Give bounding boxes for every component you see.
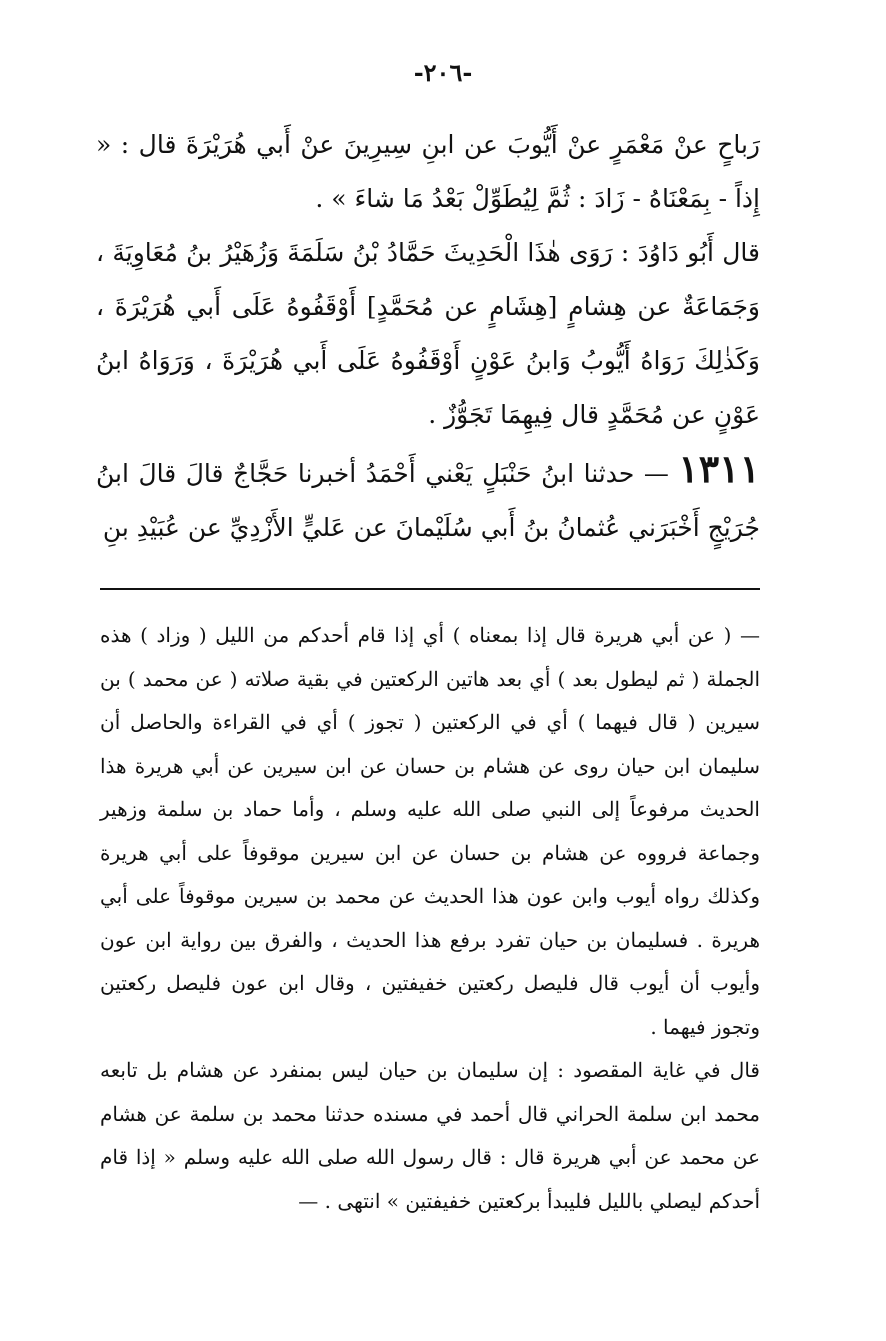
hadith-text-block (96, 118, 760, 555)
hadith-chain: — حدثنا ابنُ حَنْبَلٍ يَعْني أَحْمَدُ أخبرنا حَجَّاجٌ قالَ قالَ ابنُ جُرَيْجٍ أَخْبَرَني عُثمانُ بنُ أَبي سُلَيْمانَ عن عَليٍّ الأَزْدِيِّ عن عُبَيْدِ بنِ (96, 459, 760, 542)
commentary-paragraph-2: قال في غاية المقصود : إن سليمان بن حيان ليس بمنفرد عن هشام بل تابعه محمد ابن سلمة الحراني قال أحمد في مسنده حدثنا محمد بن سلمة عن هشام عن محمد عن أبي هريرة قال : قال رسول الله صلى الله عليه وسلم « إذا قام أحدكم ليصلي بالليل فليبدأ بركعتين خفيفتين » انتهى . — (100, 1058, 760, 1213)
footnote-divider (100, 588, 760, 590)
hadith-paragraph-1: رَباحٍ عنْ مَعْمَرٍ عنْ أَيُّوبَ عن ابنِ سِيرِينَ عنْ أَبي هُرَيْرَةَ قال : « إِذاً - بِمَعْنَاهُ - زَادَ : ثُمَّ لِيُطَوِّلْ بَعْدُ مَا شاءَ » . (96, 130, 760, 213)
abu-dawud-note: قال أَبُو دَاوُدَ : رَوَى هٰذَا الْحَدِيثَ حَمَّادُ بْنُ سَلَمَةَ وَزُهَيْرُ بنُ مُعَاوِيَةَ ، وَجَمَاعَةٌ عن هِشامٍ [هِشَامٍ عن مُحَمَّدٍ] أَوْقَفُوهُ عَلَى أَبي هُرَيْرَةَ ، وَكَذٰلِكَ رَوَاهُ أَيُّوبُ وَابنُ عَوْنٍ أَوْقَفُوهُ عَلَى أَبي هُرَيْرَةَ ، وَرَوَاهُ ابنُ عَوْنٍ عن مُحَمَّدٍ قال فِيهِمَا تَجَوُّزٌ . (96, 238, 760, 429)
hadith-number: ١٣١١ (678, 446, 760, 491)
commentary-block (100, 614, 760, 1223)
commentary-paragraph-1: — ( عن أبي هريرة قال إذا بمعناه ) أي إذا قام أحدكم من الليل ( وزاد ) هذه الجملة ( ثم ليطول بعد ) أي بعد هاتين الركعتين في بقية صلاته ( عن محمد ) بن سيرين ( قال فيهما ) أي في الركعتين ( تجوز ) أي في القراءة والحاصل أن سليمان ابن حيان روى عن هشام بن حسان عن ابن سيرين عن أبي هريرة هذا الحديث مرفوعاً إلى النبي صلى الله عليه وسلم ، وأما حماد بن سلمة وزهير وجماعة فرووه عن هشام بن حسان عن ابن سيرين موقوفاً على أبي هريرة وكذلك رواه أيوب وابن عون هذا الحديث عن محمد بن سيرين موقوفاً على أبي هريرة . فسليمان بن حيان تفرد برفع هذا الحديث ، والفرق بين رواية ابن عون وأيوب أن أيوب قال فليصل ركعتين خفيفتين ، وقال ابن عون فليصل ركعتين وتجوز فيهما . (100, 623, 760, 1039)
page-number: -٢٠٦- (413, 58, 473, 87)
hadith-paragraph-2 (96, 442, 760, 555)
